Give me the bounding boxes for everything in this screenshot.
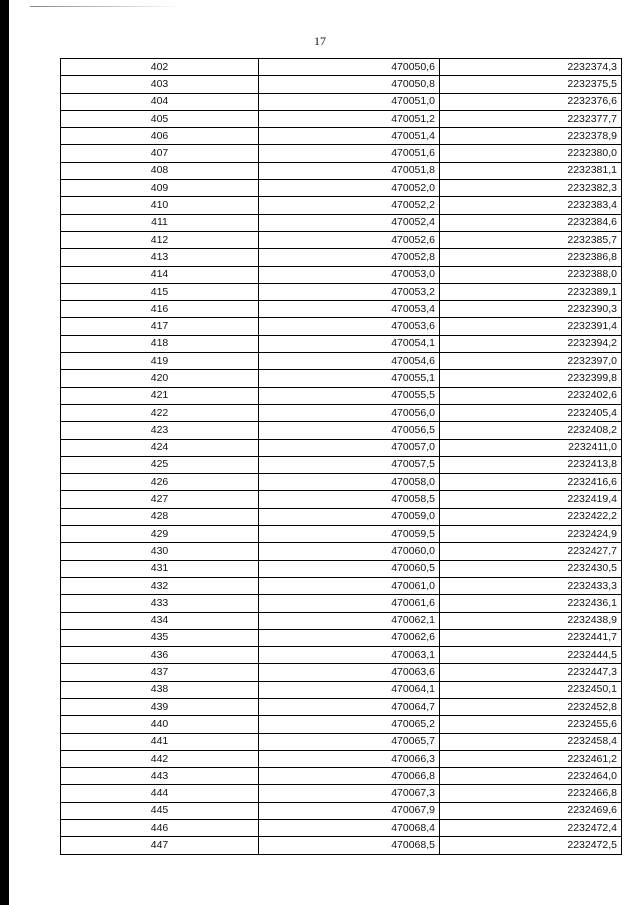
x-coordinate-cell: 470067,3 <box>259 785 440 802</box>
point-number-cell: 421 <box>61 387 259 404</box>
point-number-cell: 402 <box>61 59 259 76</box>
table-row <box>61 335 622 352</box>
y-coordinate-cell: 2232384,6 <box>440 214 622 231</box>
y-coordinate-cell: 2232452,8 <box>440 698 622 715</box>
y-coordinate-cell: 2232458,4 <box>440 733 622 750</box>
table-row <box>61 647 622 664</box>
x-coordinate-cell: 470057,0 <box>259 439 440 456</box>
x-coordinate-cell: 470052,2 <box>259 197 440 214</box>
y-coordinate-cell: 2232374,3 <box>440 59 622 76</box>
point-number-cell: 426 <box>61 474 259 491</box>
x-coordinate-cell: 470053,4 <box>259 301 440 318</box>
y-coordinate-cell: 2232436,1 <box>440 595 622 612</box>
x-coordinate-cell: 470062,1 <box>259 612 440 629</box>
point-number-cell: 424 <box>61 439 259 456</box>
x-coordinate-cell: 470061,0 <box>259 577 440 594</box>
x-coordinate-cell: 470050,6 <box>259 59 440 76</box>
point-number-cell: 433 <box>61 595 259 612</box>
x-coordinate-cell: 470058,0 <box>259 474 440 491</box>
x-coordinate-cell: 470052,6 <box>259 231 440 248</box>
table-row <box>61 595 622 612</box>
point-number-cell: 445 <box>61 802 259 819</box>
x-coordinate-cell: 470065,2 <box>259 716 440 733</box>
x-coordinate-cell: 470060,5 <box>259 560 440 577</box>
point-number-cell: 437 <box>61 664 259 681</box>
y-coordinate-cell: 2232427,7 <box>440 543 622 560</box>
point-number-cell: 411 <box>61 214 259 231</box>
point-number-cell: 431 <box>61 560 259 577</box>
x-coordinate-cell: 470053,6 <box>259 318 440 335</box>
table-row <box>61 197 622 214</box>
point-number-cell: 410 <box>61 197 259 214</box>
x-coordinate-cell: 470053,0 <box>259 266 440 283</box>
table-row <box>61 456 622 473</box>
table-row <box>61 231 622 248</box>
table-row <box>61 387 622 404</box>
table-row <box>61 612 622 629</box>
x-coordinate-cell: 470068,5 <box>259 837 440 854</box>
y-coordinate-cell: 2232472,4 <box>440 820 622 837</box>
point-number-cell: 430 <box>61 543 259 560</box>
y-coordinate-cell: 2232411,0 <box>440 439 622 456</box>
y-coordinate-cell: 2232383,4 <box>440 197 622 214</box>
point-number-cell: 434 <box>61 612 259 629</box>
table-row <box>61 214 622 231</box>
table-row <box>61 526 622 543</box>
table-row <box>61 508 622 525</box>
x-coordinate-cell: 470054,1 <box>259 335 440 352</box>
table-row <box>61 698 622 715</box>
point-number-cell: 446 <box>61 820 259 837</box>
point-number-cell: 444 <box>61 785 259 802</box>
point-number-cell: 447 <box>61 837 259 854</box>
x-coordinate-cell: 470052,0 <box>259 180 440 197</box>
x-coordinate-cell: 470051,4 <box>259 128 440 145</box>
point-number-cell: 440 <box>61 716 259 733</box>
y-coordinate-cell: 2232378,9 <box>440 128 622 145</box>
table-row <box>61 802 622 819</box>
y-coordinate-cell: 2232386,8 <box>440 249 622 266</box>
y-coordinate-cell: 2232405,4 <box>440 404 622 421</box>
y-coordinate-cell: 2232382,3 <box>440 180 622 197</box>
coordinates-table <box>60 58 622 855</box>
point-number-cell: 442 <box>61 750 259 767</box>
scan-artifact-line <box>30 6 180 7</box>
point-number-cell: 432 <box>61 577 259 594</box>
point-number-cell: 423 <box>61 422 259 439</box>
scan-left-edge <box>0 0 9 905</box>
point-number-cell: 409 <box>61 180 259 197</box>
table-row <box>61 318 622 335</box>
x-coordinate-cell: 470054,6 <box>259 353 440 370</box>
table-row <box>61 266 622 283</box>
y-coordinate-cell: 2232447,3 <box>440 664 622 681</box>
y-coordinate-cell: 2232461,2 <box>440 750 622 767</box>
y-coordinate-cell: 2232399,8 <box>440 370 622 387</box>
table-row <box>61 145 622 162</box>
y-coordinate-cell: 2232408,2 <box>440 422 622 439</box>
point-number-cell: 403 <box>61 76 259 93</box>
x-coordinate-cell: 470051,6 <box>259 145 440 162</box>
point-number-cell: 418 <box>61 335 259 352</box>
point-number-cell: 425 <box>61 456 259 473</box>
table-row <box>61 837 622 854</box>
point-number-cell: 404 <box>61 93 259 110</box>
y-coordinate-cell: 2232455,6 <box>440 716 622 733</box>
point-number-cell: 439 <box>61 698 259 715</box>
table-row <box>61 768 622 785</box>
page-number: 17 <box>314 34 326 48</box>
y-coordinate-cell: 2232464,0 <box>440 768 622 785</box>
y-coordinate-cell: 2232390,3 <box>440 301 622 318</box>
y-coordinate-cell: 2232394,2 <box>440 335 622 352</box>
y-coordinate-cell: 2232469,6 <box>440 802 622 819</box>
point-number-cell: 441 <box>61 733 259 750</box>
table-row <box>61 283 622 300</box>
x-coordinate-cell: 470056,0 <box>259 404 440 421</box>
table-row <box>61 785 622 802</box>
x-coordinate-cell: 470064,1 <box>259 681 440 698</box>
table-row <box>61 577 622 594</box>
table-row <box>61 560 622 577</box>
y-coordinate-cell: 2232389,1 <box>440 283 622 300</box>
point-number-cell: 438 <box>61 681 259 698</box>
y-coordinate-cell: 2232422,2 <box>440 508 622 525</box>
point-number-cell: 428 <box>61 508 259 525</box>
y-coordinate-cell: 2232433,3 <box>440 577 622 594</box>
x-coordinate-cell: 470064,7 <box>259 698 440 715</box>
point-number-cell: 415 <box>61 283 259 300</box>
y-coordinate-cell: 2232385,7 <box>440 231 622 248</box>
point-number-cell: 436 <box>61 647 259 664</box>
x-coordinate-cell: 470063,1 <box>259 647 440 664</box>
table-row <box>61 353 622 370</box>
y-coordinate-cell: 2232388,0 <box>440 266 622 283</box>
table-row <box>61 93 622 110</box>
table-row <box>61 59 622 76</box>
table-row <box>61 180 622 197</box>
point-number-cell: 414 <box>61 266 259 283</box>
point-number-cell: 412 <box>61 231 259 248</box>
x-coordinate-cell: 470051,0 <box>259 93 440 110</box>
table-row <box>61 370 622 387</box>
point-number-cell: 405 <box>61 110 259 127</box>
y-coordinate-cell: 2232430,5 <box>440 560 622 577</box>
x-coordinate-cell: 470065,7 <box>259 733 440 750</box>
x-coordinate-cell: 470057,5 <box>259 456 440 473</box>
y-coordinate-cell: 2232377,7 <box>440 110 622 127</box>
y-coordinate-cell: 2232376,6 <box>440 93 622 110</box>
point-number-cell: 416 <box>61 301 259 318</box>
table-row <box>61 543 622 560</box>
y-coordinate-cell: 2232380,0 <box>440 145 622 162</box>
y-coordinate-cell: 2232375,5 <box>440 76 622 93</box>
point-number-cell: 427 <box>61 491 259 508</box>
table-row <box>61 249 622 266</box>
x-coordinate-cell: 470060,0 <box>259 543 440 560</box>
point-number-cell: 407 <box>61 145 259 162</box>
table-row <box>61 76 622 93</box>
y-coordinate-cell: 2232381,1 <box>440 162 622 179</box>
x-coordinate-cell: 470058,5 <box>259 491 440 508</box>
table-row <box>61 439 622 456</box>
point-number-cell: 406 <box>61 128 259 145</box>
coordinates-table-body <box>61 59 622 855</box>
table-row <box>61 301 622 318</box>
table-row <box>61 128 622 145</box>
point-number-cell: 429 <box>61 526 259 543</box>
x-coordinate-cell: 470052,4 <box>259 214 440 231</box>
point-number-cell: 422 <box>61 404 259 421</box>
table-row <box>61 681 622 698</box>
y-coordinate-cell: 2232466,8 <box>440 785 622 802</box>
y-coordinate-cell: 2232438,9 <box>440 612 622 629</box>
x-coordinate-cell: 470055,5 <box>259 387 440 404</box>
y-coordinate-cell: 2232397,0 <box>440 353 622 370</box>
table-row <box>61 716 622 733</box>
x-coordinate-cell: 470053,2 <box>259 283 440 300</box>
x-coordinate-cell: 470066,8 <box>259 768 440 785</box>
point-number-cell: 435 <box>61 629 259 646</box>
y-coordinate-cell: 2232419,4 <box>440 491 622 508</box>
y-coordinate-cell: 2232402,6 <box>440 387 622 404</box>
table-row <box>61 733 622 750</box>
y-coordinate-cell: 2232413,8 <box>440 456 622 473</box>
table-row <box>61 422 622 439</box>
table-row <box>61 629 622 646</box>
x-coordinate-cell: 470066,3 <box>259 750 440 767</box>
table-row <box>61 162 622 179</box>
x-coordinate-cell: 470059,5 <box>259 526 440 543</box>
y-coordinate-cell: 2232441,7 <box>440 629 622 646</box>
y-coordinate-cell: 2232450,1 <box>440 681 622 698</box>
y-coordinate-cell: 2232391,4 <box>440 318 622 335</box>
point-number-cell: 408 <box>61 162 259 179</box>
x-coordinate-cell: 470068,4 <box>259 820 440 837</box>
table-row <box>61 404 622 421</box>
point-number-cell: 417 <box>61 318 259 335</box>
x-coordinate-cell: 470067,9 <box>259 802 440 819</box>
y-coordinate-cell: 2232424,9 <box>440 526 622 543</box>
point-number-cell: 413 <box>61 249 259 266</box>
x-coordinate-cell: 470061,6 <box>259 595 440 612</box>
x-coordinate-cell: 470050,8 <box>259 76 440 93</box>
table-row <box>61 750 622 767</box>
table-row <box>61 110 622 127</box>
x-coordinate-cell: 470055,1 <box>259 370 440 387</box>
table-row <box>61 491 622 508</box>
y-coordinate-cell: 2232472,5 <box>440 837 622 854</box>
table-row <box>61 664 622 681</box>
table-row <box>61 820 622 837</box>
x-coordinate-cell: 470062,6 <box>259 629 440 646</box>
x-coordinate-cell: 470056,5 <box>259 422 440 439</box>
point-number-cell: 420 <box>61 370 259 387</box>
y-coordinate-cell: 2232416,6 <box>440 474 622 491</box>
x-coordinate-cell: 470052,8 <box>259 249 440 266</box>
point-number-cell: 443 <box>61 768 259 785</box>
x-coordinate-cell: 470051,8 <box>259 162 440 179</box>
y-coordinate-cell: 2232444,5 <box>440 647 622 664</box>
x-coordinate-cell: 470059,0 <box>259 508 440 525</box>
table-row <box>61 474 622 491</box>
x-coordinate-cell: 470051,2 <box>259 110 440 127</box>
x-coordinate-cell: 470063,6 <box>259 664 440 681</box>
point-number-cell: 419 <box>61 353 259 370</box>
